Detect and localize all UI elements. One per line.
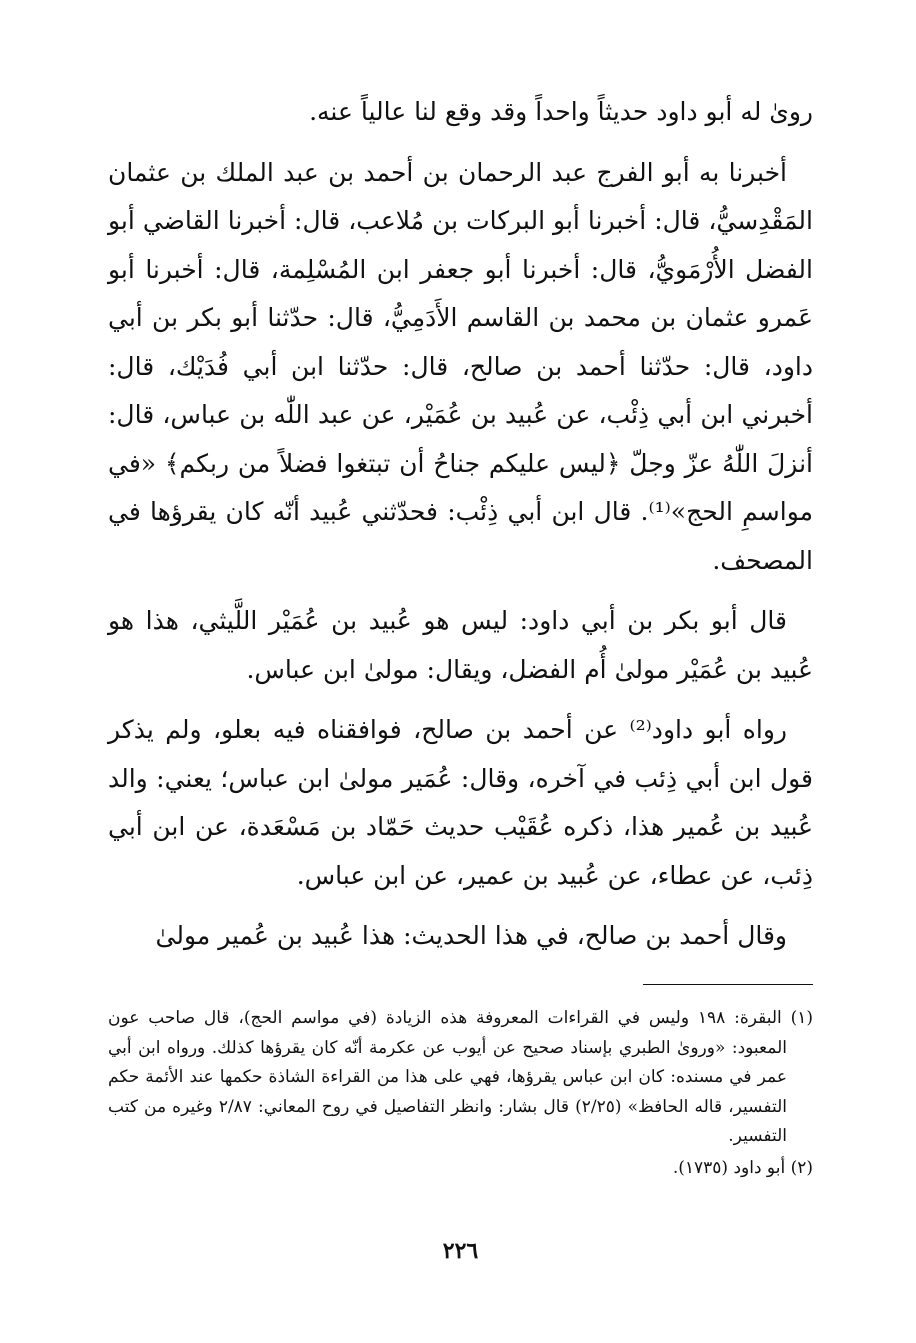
footnote-divider bbox=[643, 984, 813, 985]
paragraph-1: روىٰ له أبو داود حديثاً واحداً وقد وقع لنا عالياً عنه. bbox=[309, 97, 813, 126]
main-text bbox=[108, 88, 813, 961]
footnotes bbox=[108, 1004, 813, 1185]
book-page bbox=[108, 88, 813, 1328]
paragraph-5: وقال أحمد بن صالح، في هذا الحديث: هذا عُبيد بن عُمير مولىٰ bbox=[155, 921, 787, 950]
page-number: ٢٢٦ bbox=[442, 1238, 479, 1264]
paragraph-2: أخبرنا به أبو الفرج عبد الرحمان بن أحمد بن عبد الملك بن عثمان المَقْدِسيُّ، قال: أخبرنا أبو البركات بن مُلاعب، قال: أخبرنا القاضي أبو الفضل الأُرْمَويُّ، قال: أخبرنا أبو جعفر ابن المُسْلِمة، قال: أخبرنا أبو عَمرو عثمان بن محمد بن القاسم الأَدَمِيُّ، قال: حدّثنا أبو بكر بن أبي داود، قال: حدّثنا أحمد بن صالح، قال: حدّثنا ابن أبي فُدَيْك، قال: أخبرني ابن أبي ذِئْب، عن عُبيد بن عُمَيْر، عن عبد اللّٰه بن عباس، قال: أنزلَ اللّٰهُ عزّ وجلّ ﴿ليس عليكم جناحُ أن تبتغوا فضلاً من ربكم﴾ «في مواسمِ الحج»⁽¹⁾. قال ابن أبي ذِئْب: فحدّثني عُبيد أنّه كان يقرؤها في المصحف. bbox=[108, 157, 813, 575]
footnote-1: (١) البقرة: ١٩٨ وليس في القراءات المعروفة هذه الزيادة (في مواسم الحج)، قال صاحب عون المعبود: «وروىٰ الطبري بإسناد صحيح عن أيوب عن عكرمة أنّه كان يقرؤها كذلك. ورواه ابن أبي عمر في مسنده: كان ابن عباس يقرؤها، فهي على هذا من القراءة الشاذة حكمها عند الأئمة حكم التفسير، قاله الحافظ» (٢/٢٥) قال بشار: وانظر التفاصيل في روح المعاني: ٢/٨٧ وغيره من كتب التفسير. bbox=[108, 1008, 813, 1146]
paragraph-3: قال أبو بكر بن أبي داود: ليس هو عُبيد بن عُمَيْر اللَّيثي، هذا هو عُبيد بن عُمَيْر مولىٰ أُم الفضل، ويقال: مولىٰ ابن عباس. bbox=[108, 606, 813, 684]
paragraph-4: رواه أبو داود⁽²⁾ عن أحمد بن صالح، فوافقناه فيه بعلو، ولم يذكر قول ابن أبي ذِئب في آخره، وقال: عُمَير مولىٰ ابن عباس؛ يعني: والد عُبيد بن عُمير هذا، ذكره عُقَيْب حديث حَمّاد بن مَسْعَدة، عن ابن أبي ذِئب، عن عطاء، عن عُبيد بن عمير، عن ابن عباس. bbox=[108, 715, 813, 890]
footnote-2: (٢) أبو داود (١٧٣٥). bbox=[672, 1157, 813, 1178]
